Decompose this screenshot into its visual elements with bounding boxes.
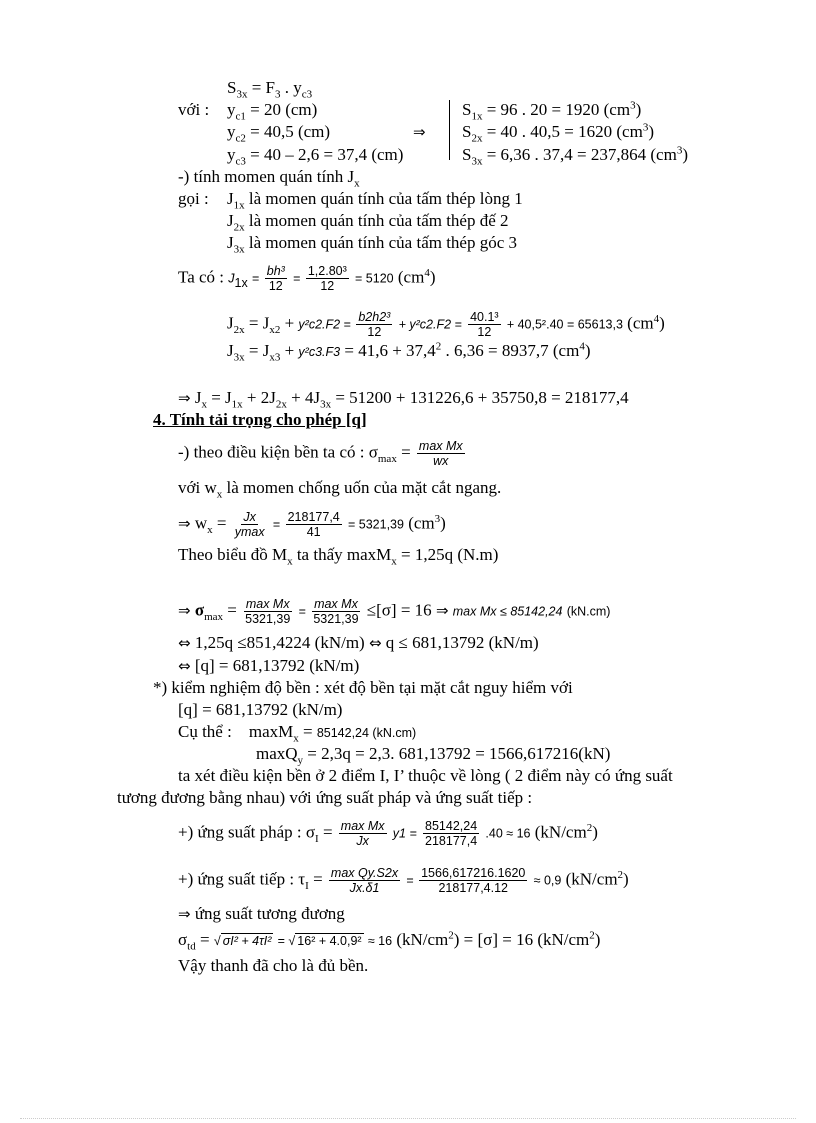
j3-def: $J_{3x}$ là momen quán tính của tấm thép góc 3 [227, 233, 518, 256]
strength-check-heading: *) kiểm nghiệm độ bền : xét độ bền tại mặt cắt nguy hiểm với [153, 678, 573, 697]
sqrt-expression-2: 16² + 4.0,9² [297, 934, 362, 948]
brace-divider [449, 100, 450, 160]
wx-definition: với $w_x$ là momen chống uốn của mặt cắt ngang. [178, 478, 502, 501]
normal-stress-fraction-2: $\frac{85142,24}{218177,4}$ [425, 819, 478, 848]
normal-stress-fraction-1: $\frac{\text{max Mx}}{Jx}$ [340, 819, 385, 848]
j2-def: $J_{2x}$ là momen quán tính của tấm thép đế 2 [227, 211, 509, 234]
implies-arrow-icon: ⇒ [178, 514, 191, 533]
wx-fraction-2: $\frac{218177,4}{41}$ [287, 510, 340, 539]
sqrt-expression-1: σI² + 4τI² [222, 934, 272, 948]
voi-label: với : [178, 100, 210, 119]
sigma-max-fraction-2: $\frac{\text{max Mx}}{5321,39}$ [313, 597, 359, 626]
page-footer-divider [20, 1118, 796, 1119]
conclusion: Vậy thanh đã cho là đủ bền. [178, 956, 369, 975]
j2x-fraction-1: $\frac{\text{b2h2³}}{12}$ [358, 310, 391, 339]
yc1-line: $y_{c1} = 20$ (cm) [227, 100, 318, 123]
j3x-formula: $J_{3x} = J_{x3} + y^2c3.F3 = 41,6 + 37,4^2$ . 6,36 = 8937,7 $(cm^4)$ [227, 340, 591, 364]
q-value: [q] = 681,13792 (kN/m) [178, 700, 343, 719]
shear-stress-formula: +) ứng suất tiếp : $\tau_I$ = $\frac{\text{max Qy.S2x}}{Jx.\delta 1}$ = $\frac{1566,617216.1620}{218177,4.12}$ ≈ 0,9 $(kN/cm^2)$ [178, 866, 629, 895]
equivalence-line-2: ⇔ [q] = 681,13792 (kN/m) [178, 656, 360, 675]
implies-arrow-icon: ⇒ [178, 601, 191, 620]
sigma-max-formula: ⇒ $\sigma_{max}$ = $\frac{\text{max Mx}}{5321,39}$ = $\frac{\text{max Mx}}{5321,39}$ ≤[σ] = 16 ⇒ max Mx ≤ 85142,24 (kN.cm) [178, 597, 611, 626]
shear-stress-fraction-1: $\frac{\text{max Qy.S2x}}{Jx.\delta 1}$ [330, 866, 399, 895]
s1x-line: $S_{1x} = 96$ . 20 = 1920 $(cm^3)$ [462, 99, 642, 123]
sigma-max-fraction-1: $\frac{\text{max Mx}}{5321,39}$ [245, 597, 291, 626]
sigma-td-formula: $\sigma_{td}$ = √ σI² + 4τI² = √ 16² + 4.0,9² ≈ 16 $(kN/cm^2) = [\sigma] = 16$ $(kN/cm^2)$ [178, 929, 601, 953]
equivalent-stress-heading: ⇒ ứng suất tương đương [178, 904, 345, 923]
j2x-formula: $J_{2x} = J_{x2} + y^2c2.F2$ = $\frac{\text{b2h2³}}{12}$ + y²c2.F2 = $\frac{\text{40.1³}}{12}$ + 40,5².40 = 65613,3 $(cm^4)$ [227, 310, 665, 339]
moment-diagram-note: Theo biểu đồ $M_x$ ta thấy maxM$_x$ = 1,25q (N.m) [178, 545, 499, 568]
j1x-formula: Ta có : $J_{1x}$ = $\frac{\text{bh³}}{12}$ = $\frac{\text{1,2.80³}}{12}$ = 5120 $(cm^4)$ [178, 264, 436, 293]
s3x-line: $S_{3x} = 6,36$ . 37,4 = 237,864 $(cm^3)$ [462, 144, 688, 168]
s3x-formula: $S_{3x} = F_3$ . $y_{c3}$ [227, 78, 313, 101]
wx-formula: ⇒ $w_x$ = $\frac{Jx}{ymax}$ = $\frac{218177,4}{41}$ = 5321,39 $(cm^3)$ [178, 510, 446, 539]
j1-def: $J_{1x}$ là momen quán tính của tấm thép lòng 1 [227, 189, 523, 212]
momen-heading: -) tính momen quán tính $J_x$ [178, 167, 360, 190]
equivalence-line-1: ⇔ 1,25q ≤851,4224 (kN/m) ⇔ q ≤ 681,13792 (kN/m) [178, 633, 539, 652]
specific-values: Cụ thể : maxM$_x$ = 85142,24 (kN.cm) [178, 722, 417, 745]
check-condition-line-2: tương đương bằng nhau) với ứng suất pháp và ứng suất tiếp : [117, 788, 533, 807]
yc2-line: $y_{c2} = 40,5$ (cm) [227, 122, 331, 145]
implies-arrow-icon: ⇒ [178, 389, 191, 407]
s2x-line: $S_{2x} = 40$ . 40,5 = 1620 $(cm^3)$ [462, 121, 654, 145]
wx-fraction-1: $\frac{Jx}{ymax}$ [234, 510, 265, 539]
implies-arrow-icon: ⇒ [435, 601, 449, 620]
j1x-fraction-2: $\frac{\text{1,2.80³}}{12}$ [307, 264, 347, 293]
section-4-title: 4. Tính tải trọng cho phép [q] [153, 410, 367, 429]
sigma-max-condition: -) theo điều kiện bền ta có : $\sigma_{max}$ = $\frac{\text{max Mx}}{wx}$ [178, 439, 463, 468]
equivalence-icon: ⇔ [368, 634, 382, 652]
equivalence-icon: ⇔ [178, 634, 191, 652]
j2x-fraction-2: $\frac{\text{40.1³}}{12}$ [470, 310, 499, 339]
implies-arrow-icon: ⇒ [178, 905, 191, 923]
sigma-max-fraction: $\frac{\text{max Mx}}{wx}$ [418, 439, 463, 468]
max-shear-line: maxQ$_y$ = 2,3q = 2,3. 681,13792 = 1566,617216(kN) [256, 744, 611, 767]
jx-total-formula: ⇒ $J_x = J_{1x} + 2J_{2x} + 4J_{3x} = 51200 + 131226,6 + 35750,8 = 218177,4$ [178, 388, 629, 411]
yc3-line: $y_{c3} = 40 - 2,6 = 37,4$ (cm) [227, 145, 404, 168]
implies-arrow-icon: ⇒ [413, 123, 426, 141]
equivalence-icon: ⇔ [178, 657, 191, 675]
normal-stress-formula: +) ứng suất pháp : $\sigma_I$ = $\frac{\text{max Mx}}{Jx}$ y1 = $\frac{85142,24}{218177,4}$ .40 ≈ 16 $(kN/cm^2)$ [178, 819, 598, 848]
j1x-fraction-1: $\frac{\text{bh³}}{12}$ [266, 264, 285, 293]
shear-stress-fraction-2: $\frac{1566,617216.1620}{218177,4.12}$ [421, 866, 526, 895]
check-condition-line-1: ta xét điều kiện bền ở 2 điểm I, I’ thuộc về lòng ( 2 điểm này có ứng suất [178, 766, 673, 785]
goi-label: gọi : [178, 189, 209, 208]
